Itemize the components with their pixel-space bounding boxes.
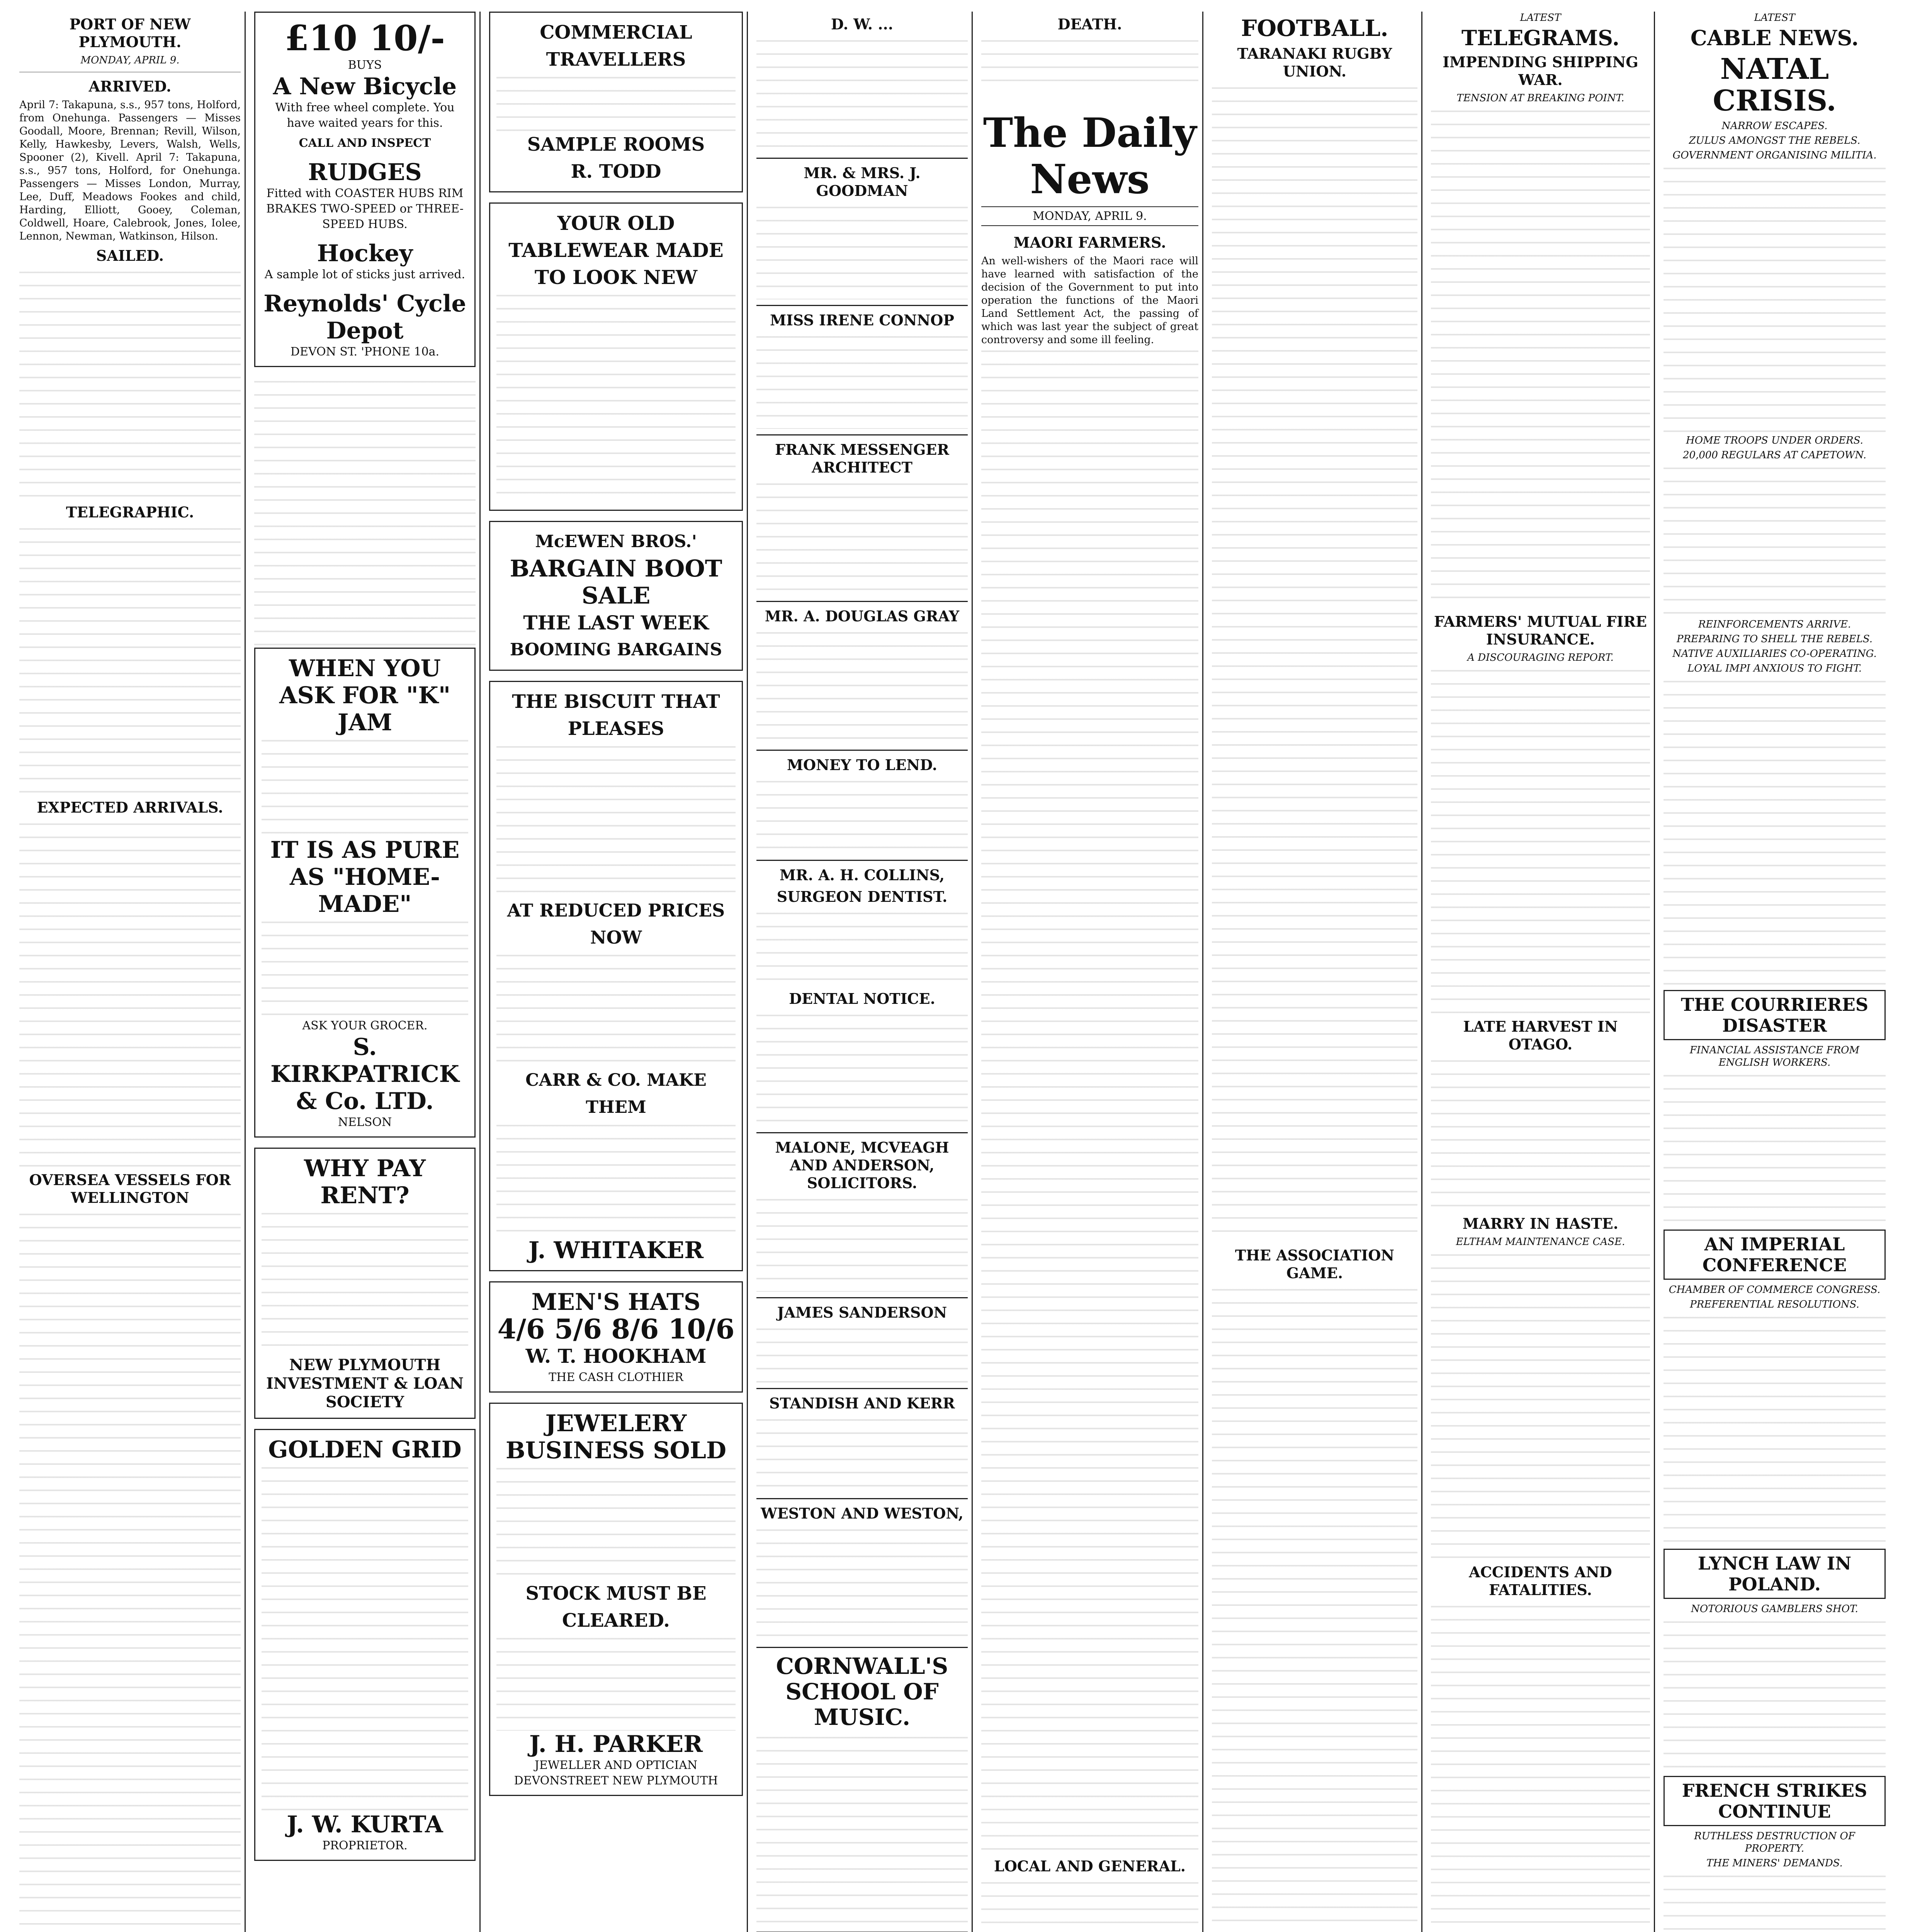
travellers-title: COMMERCIAL TRAVELLERS [540,22,692,70]
parker: J. H. PARKER [529,1731,703,1758]
shipping-title: PORT OF NEW PLYMOUTH. [69,15,191,51]
editorial-body: An well-wishers of the Maori race will have learned with satisfaction of the decision of the Government to put into operation the functions of the Maori Land Settlement Act, the passing of which was last year the subject of great controversy and some ill feeling. [981,255,1198,346]
rudges-title: RUDGES [308,159,422,186]
card-money: MONEY TO LEND. [787,756,938,774]
jam-pure: IT IS AS PURE AS "HOME-MADE" [270,837,460,918]
miners-demands: THE MINERS' DEMANDS. [1706,1857,1843,1869]
column-telegrams [1427,12,1655,1932]
cash-clothier: THE CASH CLOTHIER [549,1371,683,1384]
editorial-title: MAORI FARMERS. [1013,234,1166,251]
zulus: ZULUS AMONGST THE REBELS. [1689,135,1861,146]
boot-sale-ad [489,521,743,671]
investment-title: NEW PLYMOUTH INVESTMENT & LOAN SOCIETY [266,1356,464,1411]
preferential: PREFERENTIAL RESOLUTIONS. [1690,1299,1859,1310]
loyal-impi: LOYAL IMPI ANXIOUS TO FIGHT. [1687,663,1862,674]
jewellery-ad [489,1403,743,1796]
shipping-date: MONDAY, APRIL 9. [80,54,180,66]
card-standish: STANDISH AND KERR [769,1395,955,1412]
column-ads-1 [250,12,481,1932]
jam-title: WHEN YOU ASK FOR "K" JAM [279,655,451,736]
booming-bargains: BOOMING BARGAINS [510,640,722,660]
masthead: The Daily News [983,109,1197,203]
financial-assistance: FINANCIAL ASSISTANCE FROM ENGLISH WORKERS. [1689,1044,1860,1068]
card-surgeon: SURGEON DENTIST. [777,888,948,905]
lynch-law: LYNCH LAW IN POLAND. [1664,1549,1886,1599]
eltham-case: ELTHAM MAINTENANCE CASE. [1456,1236,1625,1248]
column-editorial [977,12,1203,1932]
bicycle-sub: With free wheel complete. You have waited years for this. [275,101,455,130]
ruthless: RUTHLESS DESTRUCTION OF PROPERTY. [1694,1830,1855,1854]
stock-cleared: STOCK MUST BE CLEARED. [525,1583,707,1631]
natal-crisis: NATAL CRISIS. [1713,53,1837,117]
bicycle-price: £10 10/- [285,18,445,59]
bicycle-ad [254,12,476,367]
nelson: NELSON [338,1116,392,1129]
auxiliaries: NATIVE AUXILIARIES CO-OPERATING. [1672,648,1877,660]
depot-address: DEVON ST. 'PHONE 10a. [290,345,440,359]
card-sanderson: JAMES SANDERSON [777,1304,947,1321]
chamber-congress: CHAMBER OF COMMERCE CONGRESS. [1669,1284,1881,1296]
column-cable-1 [1660,12,1890,1932]
shipping-body: April 7: Takapuna, s.s., 957 tons, Holford, from Onehunga. Passengers — Misses Goodall, Moore, Brennan; Revill, Wilson, Kelly, Hawkesby, Levers, Walsh, Wells, Spooner (2), Kivell. April 7: Takapuna, s.s., 957 tons, Holford, for Onehunga. Passengers — Misses London, Murray, Lee, Duff, Meadows Fookes and child, Harding, Elliott, Gooey, Coleman, Coldwell, Hoare, Calebrook, Jones, Iolee, Lennon, Newman, Watkinson, Hilson. [19,99,241,242]
card-collins: MR. A. H. COLLINS, [779,866,945,884]
depot-title: Reynolds' Cycle Depot [263,290,466,344]
card-dental: DENTAL NOTICE. [789,990,935,1007]
editorial-date: MONDAY, APRIL 9. [981,206,1198,226]
farmers-insurance: FARMERS' MUTUAL FIRE INSURANCE. [1434,613,1647,648]
card-specialist: D. W. ... [831,15,893,33]
biscuit-title: THE BISCUIT THAT PLEASES [512,691,720,740]
reinforcements: REINFORCEMENTS ARRIVE. [1698,619,1851,630]
card-cornwall: CORNWALL'S SCHOOL OF MUSIC. [776,1653,948,1730]
militia: GOVERNMENT ORGANISING MILITIA. [1672,150,1877,161]
discouraging: A DISCOURAGING REPORT. [1467,652,1614,663]
hat-prices: 4/6 5/6 8/6 10/6 [497,1313,735,1345]
regulars: 20,000 REGULARS AT CAPETOWN. [1682,449,1866,461]
telegrams-title: TELEGRAMS. [1461,26,1619,50]
kirkpatrick: S. KIRKPATRICK & Co. LTD. [270,1034,459,1115]
football-heading: FOOTBALL. [1241,15,1388,41]
buys-label: BUYS [348,58,382,72]
telegrams-latest: LATEST [1520,12,1561,24]
jewellery-sold: JEWELERY BUSINESS SOLD [505,1410,727,1464]
column-professional [753,12,973,1932]
mens-hats: MEN'S HATS [531,1289,701,1316]
card-goodman: MR. & MRS. J. GOODMAN [804,164,921,199]
hats-ad [489,1281,743,1393]
association-heading: THE ASSOCIATION GAME. [1235,1247,1395,1282]
call-inspect: CALL AND INSPECT [299,136,431,150]
expected-heading: EXPECTED ARRIVALS. [37,799,223,816]
column-shipping [15,12,246,1932]
tension: TENSION AT BREAKING POINT. [1456,92,1624,104]
courrieres: THE COURRIERES DISASTER [1664,990,1886,1040]
column-ads-2 [485,12,748,1932]
bicycle-title: A New Bicycle [273,73,457,100]
whitaker: J. WHITAKER [528,1237,704,1264]
late-harvest: LATE HARVEST IN OTAGO. [1463,1018,1618,1053]
boot-sale: BARGAIN BOOT SALE [510,555,722,609]
tableware-ad [489,202,743,511]
hookham: W. T. HOOKHAM [525,1345,707,1367]
shipping-war: IMPENDING SHIPPING WAR. [1443,53,1638,88]
hockey-sub: A sample lot of sticks just arrived. [264,268,466,281]
telegraphic-heading: TELEGRAPHIC. [66,503,194,521]
french-strikes: FRENCH STRIKES CONTINUE [1664,1776,1886,1826]
death-heading: DEATH. [1057,15,1122,33]
shell-rebels: PREPARING TO SHELL THE REBELS. [1676,633,1873,645]
jam-grocer: ASK YOUR GROCER. [302,1019,428,1032]
parker-address: DEVONSTREET NEW PLYMOUTH [514,1774,718,1787]
card-connop: MISS IRENE CONNOP [770,311,954,329]
sample-rooms: SAMPLE ROOMS [527,134,705,155]
cable-title: CABLE NEWS. [1690,26,1859,50]
marry-haste: MARRY IN HASTE. [1463,1215,1618,1232]
accidents: ACCIDENTS AND FATALITIES. [1469,1563,1612,1599]
carr-co: CARR & CO. MAKE THEM [525,1070,707,1117]
tableware-title: YOUR OLD TABLEWEAR MADE TO LOOK NEW [508,212,724,289]
column-sport [1208,12,1422,1932]
sailed-heading: SAILED. [96,247,164,264]
jam-ad [254,648,476,1138]
reduced-prices: AT REDUCED PRICES NOW [507,900,725,948]
cable-latest: LATEST [1754,12,1795,24]
card-gray: MR. A. DOUGLAS GRAY [765,607,960,625]
rent-title: WHY PAY RENT? [304,1155,426,1209]
home-troops: HOME TROOPS UNDER ORDERS. [1686,435,1863,446]
biscuit-ad [489,681,743,1271]
narrow-escapes: NARROW ESCAPES. [1721,120,1828,132]
hockey-title: Hockey [317,240,413,267]
todd-name: R. TODD [571,161,661,182]
imperial-conference: AN IMPERIAL CONFERENCE [1664,1230,1886,1280]
last-week: THE LAST WEEK [523,611,709,634]
grid-ad [254,1429,476,1861]
kurta-proprietor: PROPRIETOR. [322,1839,408,1852]
rent-ad [254,1148,476,1419]
jeweller-optician: JEWELLER AND OPTICIAN [534,1759,698,1772]
kurta-name: J. W. KURTA [287,1811,443,1838]
grid-title: GOLDEN GRID [268,1436,462,1463]
newspaper-page [15,12,1900,1932]
local-general-heading: LOCAL AND GENERAL. [994,1857,1186,1875]
card-malone: MALONE, MCVEAGH AND ANDERSON, SOLICITORS. [775,1139,949,1192]
card-weston: WESTON AND WESTON, [761,1505,963,1522]
taranaki-union: TARANAKI RUGBY UNION. [1237,45,1392,80]
rudges-sub: Fitted with COASTER HUBS RIM BRAKES TWO-SPEED or THREE-SPEED HUBS. [266,187,464,231]
travellers-ad [489,12,743,192]
gamblers-shot: NOTORIOUS GAMBLERS SHOT. [1691,1603,1858,1615]
arrived-heading: ARRIVED. [88,78,172,95]
card-messenger: FRANK MESSENGER ARCHITECT [775,441,949,476]
overseas-heading: OVERSEA VESSELS FOR WELLINGTON [29,1171,231,1206]
mcewen: McEWEN BROS.' [535,532,697,551]
